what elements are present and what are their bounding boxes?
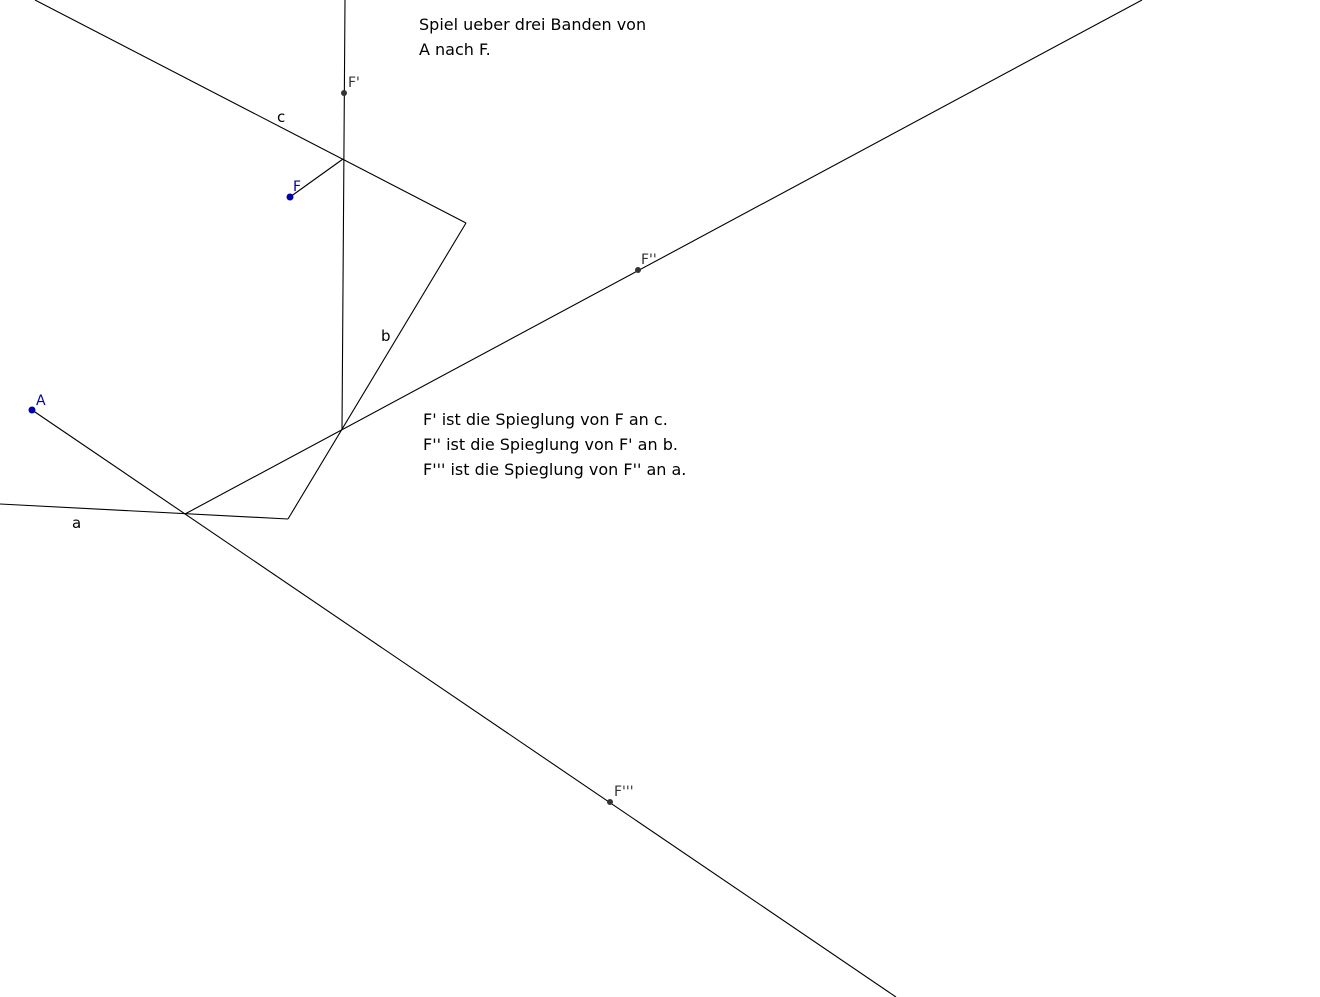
label-line-c: c [277,108,286,126]
construction-line-f3 [32,410,896,997]
label-point-F: F [293,179,302,195]
explanation-line-2: F'' ist die Spieglung von F' an b. [423,435,678,454]
label-point-A: A [36,393,46,409]
label-line-b: b [381,327,391,345]
label-line-a: a [72,514,82,532]
label-point-F2: F'' [641,252,657,268]
title-line-1: Spiel ueber drei Banden von [419,15,647,34]
point-F3[interactable] [607,799,613,805]
label-point-F3: F''' [614,784,634,800]
point-A[interactable] [29,407,36,414]
construction-line-f1 [342,0,345,430]
line-c[interactable] [35,0,466,223]
point-F1[interactable] [341,90,347,96]
explanation-line-3: F''' ist die Spieglung von F'' an a. [423,460,687,479]
label-point-F1: F' [348,75,360,91]
explanation-line-1: F' ist die Spieglung von F an c. [423,410,668,429]
line-a[interactable] [0,504,288,519]
title-line-2: A nach F. [419,40,491,59]
